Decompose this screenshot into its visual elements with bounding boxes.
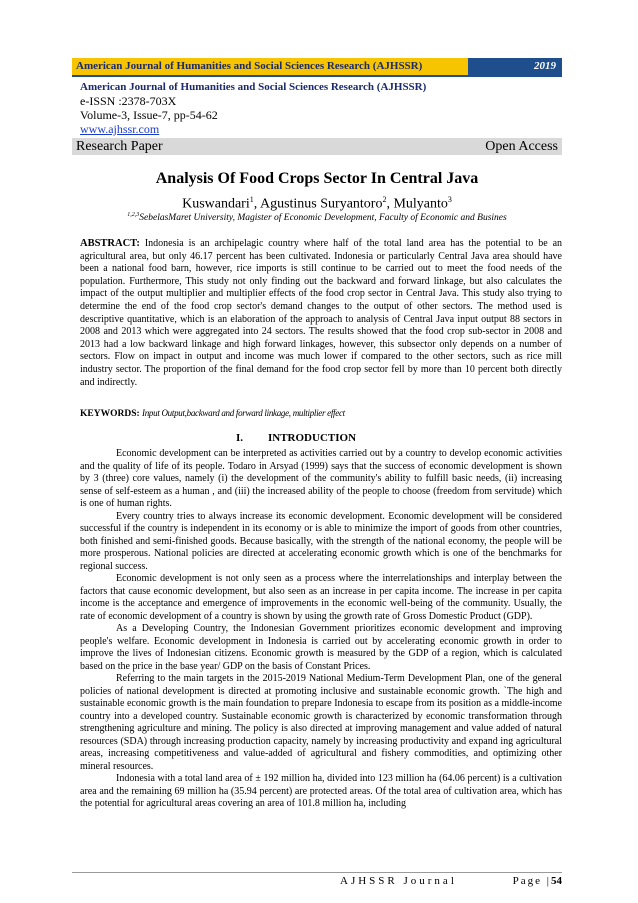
- author-list: Kuswandari$^1$, Agustinus Suryantoro$^2$, Mulyanto$^3$: [182, 195, 452, 212]
- footer-page: [513, 875, 562, 887]
- journal-meta: [80, 80, 562, 136]
- page-label: Page |: [512, 875, 551, 887]
- paragraph: Economic development is not only seen as a process where the interrelationships and interplay between the factors that cause economic development, but also seen as an increase in per capita income. The increase in per capita income is the acceptance and emergence of improvements in the economic well-being of the community. Usually, the rate of economic development of a country is shown by using the growth rate of Gross Domestic Product (GDP).: [80, 573, 562, 622]
- page-number: 54: [551, 875, 562, 887]
- abstract: [80, 238, 562, 389]
- paragraph: Referring to the main targets in the 2015-2019 National Medium-Term Development Plan, one of the general policies of national development is directed at promoting inclusive and sustainable economic growth. `The high and sustainable economic growth is the main foundation to prepare Indonesia to escape from its position as a middle-income country into a developed country. Sustainable economic growth is characterized by economic transformation through strengthening agriculture and mining. The policy is also directed at improving management and value added of natural resources (SDA) through increasing production capacity, namely by increasing productivity and expand ing agricultural areas, increasing competitiveness and value-added of agricultural and fishery commodities, and optimizing other mineral resources.: [80, 673, 562, 772]
- section-number: I.: [236, 432, 244, 444]
- journal-year: 2019: [468, 58, 562, 75]
- footer-journal: AJHSSR Journal: [340, 875, 457, 887]
- access-type: Open Access: [485, 139, 558, 154]
- author-affil-mark: 3: [447, 195, 452, 204]
- paragraph: As a Developing Country, the Indonesian Government prioritizes economic development and improving people's welfare. Economic development in Indonesia is carried out by accelerating economic growth in order to improve the lives of Indonesian citizens. Economic growth is measured by the GDP of a region, which is calculated based on the price in the base year/ GDP on the basis of Constant Prices.: [80, 623, 562, 672]
- keywords-label: KEYWORDS:: [80, 409, 140, 419]
- paper-title: Analysis Of Food Crops Sector In Central Java: [155, 170, 479, 187]
- author-affil-mark: 1: [249, 195, 254, 204]
- abstract-label: ABSTRACT:: [80, 238, 140, 249]
- affiliation-text: SebelasMaret University, Magister of Economic Development, Faculty of Economic and Busines: [139, 213, 507, 224]
- volume-info: Volume-3, Issue-7, pp-54-62: [80, 108, 218, 122]
- author-name: Agustinus Suryantoro: [259, 196, 383, 212]
- affiliation-mark: 1,2,3: [127, 212, 140, 218]
- section-title: INTRODUCTION: [268, 432, 357, 444]
- abstract-text: Indonesia is an archipelagic country where half of the total land area has the potential to be an agricultural area, but only 46.17 percent has been cultivated. Indonesia or particularly Central Java area should have been a national food barn, however, rice imports is still continue to be carried out to meet the food needs of the population. Furthermore, This study not only finding out the backward and forward linkage, but also calculates the impact of the output multiplier and multiplier effects of the food crop sector in Central Java. This study also trying to determine the end of the food crop sector's demand changes to the output of other sectors. The method used is descriptive quantitative, which is an elaboration of the approach to analysis of Central Java input output 88 sectors in 2008 and 2013 which were aggregated into 24 sectors. The results showed that the food crop sub-sector in 2008 and 2013 had a low backward linkage and high forward linkages, however, this subsector only depends on a number of sectors. Flow on impact in output and income was much lower if compared to the other sectors, such as rice mill industry sector. The proportion of the final demand for the food crop sector fell by more than 10 percent both directly and indirectly.: [80, 238, 563, 388]
- keywords: [80, 408, 562, 419]
- introduction-body: [80, 448, 562, 811]
- issn: e-ISSN :2378-703X: [80, 94, 177, 108]
- page-footer: [72, 872, 562, 887]
- journal-name: American Journal of Humanities and Social Sciences Research (AJHSSR): [72, 58, 468, 75]
- paragraph: Economic development can be interpreted as activities carried out by a country to develop economic activities and the quality of life of its people. Todaro in Arsyad (1999) says that the success of economic development is shown by 3 (three) core values, namely (i) the development of the community's ability to fulfill basic needs, (ii) increasing sense of self-esteem as a human , and (iii) the increased ability of the people to choose (freedom from servitude) which is one of human rights.: [80, 448, 562, 509]
- paper-type-bar: [72, 138, 562, 155]
- journal-title: American Journal of Humanities and Social Sciences Research (AJHSSR): [80, 81, 427, 93]
- paper-type: Research Paper: [76, 139, 163, 154]
- affiliation: [72, 212, 562, 223]
- website-link[interactable]: www.ajhssr.com: [80, 122, 160, 136]
- journal-header-bar: [72, 58, 562, 77]
- author-name: Kuswandari: [182, 196, 250, 212]
- paragraph: Indonesia with a total land area of ± 192 million ha, divided into 123 million ha (64.06 percent) is a cultivation area and the remaining 69 million ha (35.94 percent) are protected areas. Of the total area of cultivation area, which has the potential for agricultural areas covering an area of 101.8 million ha, including: [80, 773, 562, 809]
- author-name: Mulyanto: [393, 196, 448, 212]
- keywords-text: Input Output,backward and forward linkage, multiplier effect: [142, 408, 345, 418]
- author-affil-mark: 2: [382, 195, 387, 204]
- paragraph: Every country tries to always increase its economic development. Economic development will be considered successful if the country is independent in its economy or is able to minimize the import of goods from other countries, both finished and semi-finished goods. Because basically, with the strength of the national economy, the people will be more prosperous. National policies are directed at accelerating economic growth which is one of the benchmarks for regional success.: [80, 510, 562, 572]
